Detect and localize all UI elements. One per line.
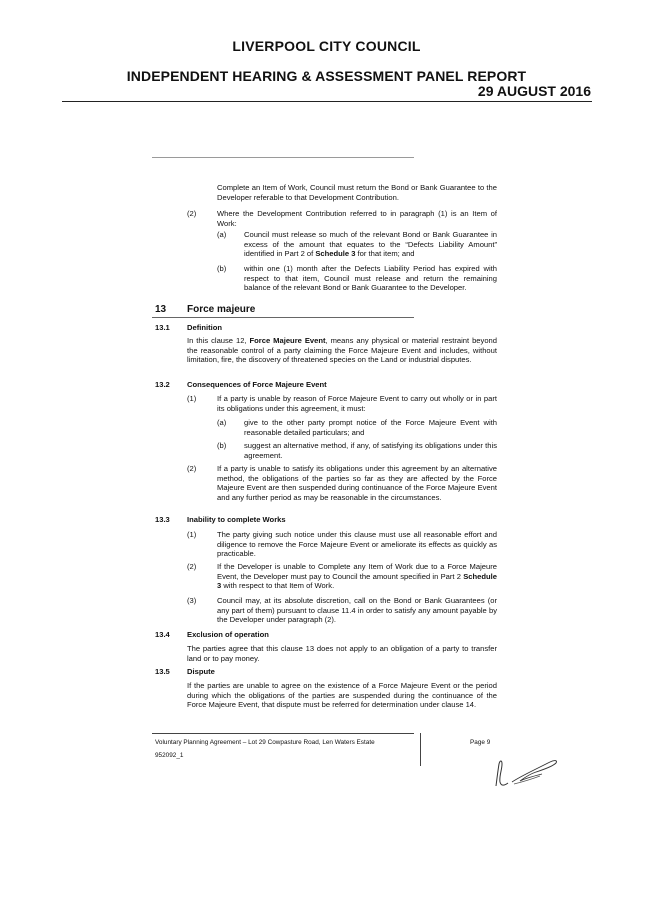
clause-number: 13.4: [155, 630, 170, 639]
footer-divider: [420, 733, 421, 766]
footer-rule: [152, 733, 414, 734]
clause-title: Inability to complete Works: [187, 515, 286, 524]
page-top-rule: [152, 157, 414, 158]
para-number: (2): [187, 464, 197, 473]
para-text: If the Developer is unable to Complete any Item of Work due to a Force Majeure Event, the Developer must pay to Council the amount specified in Part 2 Schedule 3 with respect to that Item of Work.: [217, 562, 497, 591]
subpara-text: give to the other party prompt notice of the Force Majeure Event with reasonable detailed particulars; and: [244, 418, 497, 437]
para-text: If a party is unable by reason of Force Majeure Event to carry out wholly or in part its obligations under this agreement, it must:: [217, 394, 497, 413]
continued-paragraph: Complete an Item of Work, Council must return the Bond or Bank Guarantee to the Developer referable to that Development Contribution.: [217, 183, 497, 202]
section-title: Force majeure: [187, 304, 256, 315]
clause-title: Definition: [187, 323, 223, 332]
clause-text: In this clause 12, Force Majeure Event, means any physical or material restraint beyond the reasonable control of a party claiming the Force Majeure Event and includes, without limitation, fire, the discovery of threatened species on the Land or industrial disputes.: [187, 336, 497, 365]
footer-doc-id: 952092_1: [155, 752, 184, 759]
para-text: If a party is unable to satisfy its obligations under this agreement by an alternative method, the obligations of the parties so far as they are affected by the Force Majeure Event are then suspended during continuance of the Force Majeure Event and any further period as may be reasonable in the circumstances.: [217, 464, 497, 502]
header-rule: [62, 101, 592, 102]
para-number: (1): [187, 394, 197, 403]
clause-number: 13.2: [155, 380, 170, 389]
footer-agreement: Voluntary Planning Agreement – Lot 29 Cowpasture Road, Len Waters Estate: [155, 739, 375, 746]
para-text: Where the Development Contribution referred to in paragraph (1) is an Item of Work:: [217, 209, 497, 228]
clause-number: 13.5: [155, 667, 170, 676]
subpara-number: (a): [217, 418, 227, 427]
para-number: (1): [187, 530, 197, 539]
report-title: INDEPENDENT HEARING & ASSESSMENT PANEL REPORT: [126, 68, 527, 84]
subpara-text: suggest an alternative method, if any, of satisfying its obligations under this agreement.: [244, 441, 497, 460]
subpara-text: within one (1) month after the Defects Liability Period has expired with respect to that item, Council must release and return the remaining balance of the relevant Bond or Bank Guarantee to the Developer.: [244, 264, 497, 293]
para-text: The party giving such notice under this clause must use all reasonable effort and diligence to remove the Force Majeure Event or ameliorate its effects as quickly as practicable.: [217, 530, 497, 559]
para-number: (3): [187, 596, 197, 605]
para-text: Council may, at its absolute discretion, call on the Bond or Bank Guarantees (or any part of them) pursuant to clause 11.4 in order to satisfy any amount payable by the Developer under paragraph (2).: [217, 596, 497, 625]
council-name: LIVERPOOL CITY COUNCIL: [232, 38, 421, 54]
subpara-number: (a): [217, 230, 227, 239]
section-rule: [152, 317, 414, 318]
clause-text: If the parties are unable to agree on the existence of a Force Majeure Event or the period during which the obligations of the parties are suspended during the continuance of the Force Majeure Event, that dispute must be referred for determination under clause 14.: [187, 681, 497, 710]
footer-page: Page 9: [470, 739, 491, 746]
clause-text: The parties agree that this clause 13 does not apply to an obligation of a party to transfer land or to pay money.: [187, 644, 497, 663]
subpara-number: (b): [217, 441, 227, 450]
clause-number: 13.1: [155, 323, 170, 332]
subpara-text: Council must release so much of the relevant Bond or Bank Guarantee in excess of the amount that equates to the “Defects Liability Amount” identified in Part 2 of Schedule 3 for that item; and: [244, 230, 497, 259]
report-date: 29 AUGUST 2016: [477, 83, 591, 99]
clause-title: Dispute: [187, 667, 215, 676]
section-number: 13: [155, 304, 167, 315]
clause-number: 13.3: [155, 515, 170, 524]
para-number: (2): [187, 209, 197, 218]
subpara-number: (b): [217, 264, 227, 273]
clause-title: Consequences of Force Majeure Event: [187, 380, 327, 389]
para-number: (2): [187, 562, 197, 571]
clause-title: Exclusion of operation: [187, 630, 269, 639]
signature: [492, 752, 564, 792]
